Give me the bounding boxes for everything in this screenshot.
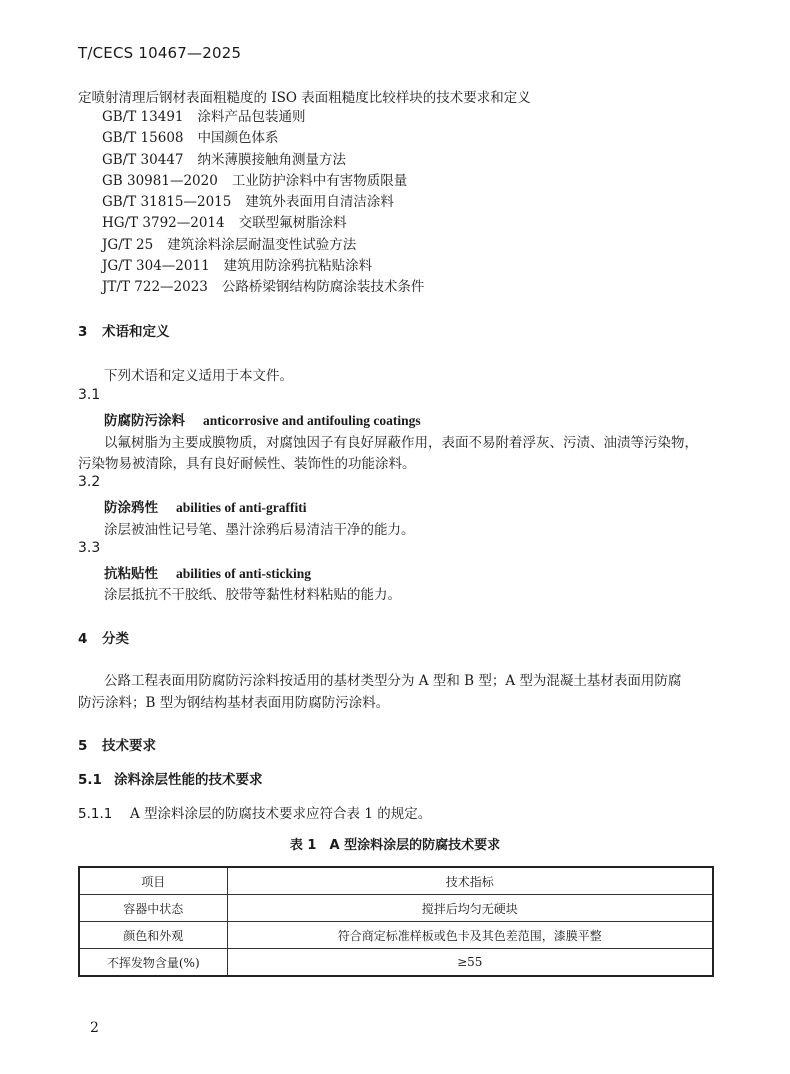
reference-code: GB 30981—2020 bbox=[102, 172, 218, 189]
term-name-cn: 防腐防污涂料 bbox=[104, 413, 185, 429]
term-name-en: anticorrosive and antifouling coatings bbox=[203, 413, 421, 428]
clause-number: 5.1.1 bbox=[78, 806, 113, 822]
reference-item bbox=[102, 256, 424, 277]
clause-text: A 型涂料涂层的防腐技术要求应符合表 1 的规定。 bbox=[130, 806, 432, 822]
term-heading bbox=[104, 409, 421, 429]
reference-item bbox=[102, 192, 424, 213]
table-header-row bbox=[79, 867, 713, 895]
section-number: 4 bbox=[78, 631, 88, 647]
reference-title: 中国颜色体系 bbox=[197, 130, 279, 147]
reference-item bbox=[102, 277, 424, 298]
reference-code: JG/T 304—2011 bbox=[102, 258, 210, 275]
term-definition: 涂层被油性记号笔、墨汁涂鸦后易清洁干净的能力。 bbox=[104, 522, 415, 538]
paragraph: 公路工程表面用防腐防污涂料按适用的基材类型分为 A 型和 B 型；A 型为混凝土基材表面用防腐 bbox=[104, 673, 682, 689]
table-cell: 符合商定标准样板或色卡及其色差范围，漆膜平整 bbox=[227, 922, 713, 949]
reference-code: GB/T 15608 bbox=[102, 130, 184, 147]
reference-title: 建筑外表面用自清洁涂料 bbox=[245, 194, 394, 211]
reference-item bbox=[102, 235, 424, 256]
clause-5-1-1 bbox=[78, 802, 431, 822]
table-header-cell: 技术指标 bbox=[227, 867, 713, 895]
subsection-5-1-heading bbox=[78, 768, 263, 788]
reference-code: JG/T 25 bbox=[102, 236, 154, 253]
term-name-en: abilities of anti-graffiti bbox=[176, 500, 307, 515]
term-heading bbox=[104, 562, 311, 582]
section-title: 分类 bbox=[102, 631, 129, 647]
table-row bbox=[79, 922, 713, 949]
section-number: 3 bbox=[78, 324, 88, 340]
section-title: 术语和定义 bbox=[102, 324, 170, 340]
reference-item bbox=[102, 213, 424, 234]
table-caption: 表 1 A 型涂料涂层的防腐技术要求 bbox=[289, 838, 501, 853]
table-header-cell: 项目 bbox=[79, 867, 227, 895]
reference-item bbox=[102, 128, 424, 149]
reference-code: JT/T 722—2023 bbox=[102, 279, 208, 296]
table-cell: ≥55 bbox=[227, 949, 713, 977]
section-3-heading bbox=[78, 320, 170, 340]
term-definition-cont: 污染物易被清除，具有良好耐候性、装饰性的功能涂料。 bbox=[78, 456, 416, 472]
reference-title: 纳米薄膜接触角测量方法 bbox=[197, 151, 346, 168]
table-cell: 不挥发物含量(%) bbox=[79, 949, 227, 977]
reference-continuation: 定喷射清理后钢材表面粗糙度的 ISO 表面粗糙度比较样块的技术要求和定义 bbox=[78, 90, 531, 106]
reference-item bbox=[102, 150, 424, 171]
section-title: 技术要求 bbox=[102, 738, 156, 754]
page-number: 2 bbox=[90, 1020, 99, 1036]
section-number: 5 bbox=[78, 738, 88, 754]
reference-title: 交联型氟树脂涂料 bbox=[238, 215, 347, 232]
term-definition: 以氟树脂为主要成膜物质，对腐蚀因子有良好屏蔽作用，表面不易附着浮灰、污渍、油渍等污染物， bbox=[104, 435, 698, 451]
term-heading bbox=[104, 496, 306, 516]
table-row bbox=[79, 895, 713, 922]
term-number: 3.1 bbox=[78, 387, 101, 403]
reference-code: GB/T 30447 bbox=[102, 151, 184, 168]
table-cell: 搅拌后均匀无硬块 bbox=[227, 895, 713, 922]
reference-title: 涂料产品包装通则 bbox=[197, 109, 306, 125]
table-cell: 容器中状态 bbox=[79, 895, 227, 922]
term-definition: 涂层抵抗不干胶纸、胶带等黏性材料粘贴的能力。 bbox=[104, 587, 401, 603]
subsection-title: 涂料涂层性能的技术要求 bbox=[114, 772, 263, 788]
reference-item bbox=[102, 171, 424, 192]
table-row bbox=[79, 949, 713, 977]
normative-references-list bbox=[102, 107, 424, 299]
reference-code: GB/T 31815—2015 bbox=[102, 194, 232, 211]
reference-title: 建筑用防涂鸦抗粘贴涂料 bbox=[223, 258, 373, 275]
table-cell: 颜色和外观 bbox=[79, 922, 227, 949]
reference-item bbox=[102, 107, 424, 128]
paragraph-cont: 防污涂料；B 型为钢结构基材表面用防腐防污涂料。 bbox=[78, 695, 390, 711]
term-name-en: abilities of anti-sticking bbox=[176, 566, 312, 581]
term-name-cn: 抗粘贴性 bbox=[104, 566, 158, 582]
section-4-heading bbox=[78, 627, 129, 647]
requirements-table bbox=[78, 866, 714, 977]
section-5-heading bbox=[78, 734, 156, 754]
reference-title: 公路桥梁钢结构防腐涂装技术条件 bbox=[221, 279, 425, 296]
term-number: 3.3 bbox=[78, 540, 101, 556]
reference-title: 建筑涂料涂层耐温变性试验方法 bbox=[167, 236, 357, 253]
document-code: T/CECS 10467—2025 bbox=[78, 44, 242, 62]
reference-title: 工业防护涂料中有害物质限量 bbox=[231, 172, 408, 189]
reference-code: HG/T 3792—2014 bbox=[102, 215, 225, 232]
term-name-cn: 防涂鸦性 bbox=[104, 500, 158, 516]
reference-code: GB/T 13491 bbox=[102, 109, 184, 125]
section-3-intro: 下列术语和定义适用于本文件。 bbox=[104, 368, 293, 384]
subsection-number: 5.1 bbox=[78, 772, 102, 788]
term-number: 3.2 bbox=[78, 474, 101, 490]
